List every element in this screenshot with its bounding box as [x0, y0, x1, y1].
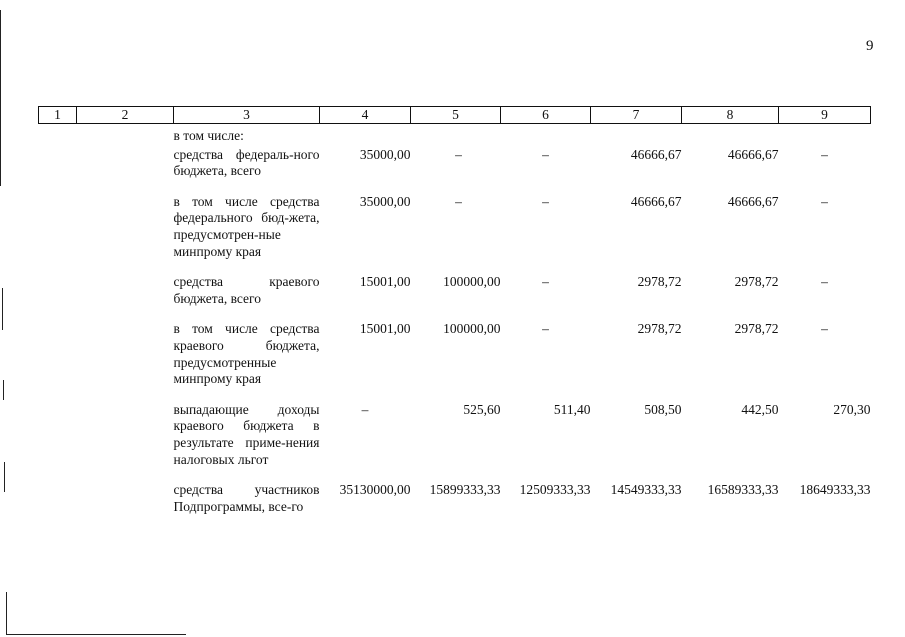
cell-col-8: 16589333,33	[707, 482, 779, 498]
cell-col-5: 100000,00	[443, 321, 501, 337]
cell-col-7: 2978,72	[637, 274, 682, 290]
table-row	[39, 260, 871, 307]
cell-col-6: 12509333,33	[519, 482, 591, 498]
cell-col-5: 15899333,33	[429, 482, 501, 498]
cell-col-9: –	[821, 274, 828, 290]
cell-col-7: 14549333,33	[610, 482, 682, 498]
cell-col-7: 46666,67	[630, 193, 682, 209]
scan-margin-line-mid	[2, 288, 3, 330]
row-label: средства федераль-ного бюджета, всего	[173, 146, 320, 179]
header-col-6: 6	[501, 107, 591, 124]
row-label: средства краевого бюджета, всего	[173, 274, 320, 306]
cell-col-6: 511,40	[553, 401, 591, 417]
row-label: выпадающие доходы краевого бюджета в результате приме-нения налоговых льгот	[173, 401, 320, 467]
header-col-4: 4	[320, 107, 411, 124]
header-col-8: 8	[682, 107, 779, 124]
header-col-3: 3	[174, 107, 320, 124]
row-label: в том числе средства краевого бюджета, предусмотренные минпрому края	[173, 321, 320, 387]
header-col-7: 7	[591, 107, 682, 124]
header-row	[39, 107, 871, 124]
cell-col-5: 100000,00	[443, 274, 501, 290]
cell-col-8: 2978,72	[734, 321, 779, 337]
cell-col-9: –	[821, 193, 828, 209]
cell-col-9: –	[821, 321, 828, 337]
cell-col-9: 270,30	[833, 401, 871, 417]
cell-col-4: 35130000,00	[339, 482, 411, 498]
cell-col-4: –	[361, 401, 369, 417]
cell-col-7: 2978,72	[637, 321, 682, 337]
subheading-label: в том числе:	[173, 128, 244, 143]
scan-margin-line-low	[3, 380, 4, 400]
cell-col-6: –	[542, 274, 549, 290]
table-row	[39, 145, 871, 180]
scan-margin-line-top	[0, 10, 1, 186]
cell-col-8: 46666,67	[727, 146, 779, 162]
page-number: 9	[866, 38, 874, 54]
table-row	[39, 388, 871, 468]
budget-table	[38, 106, 871, 515]
cell-col-5: –	[455, 146, 462, 162]
scan-margin-line-lower	[4, 462, 5, 492]
cell-col-8: 46666,67	[727, 193, 779, 209]
header-col-5: 5	[411, 107, 501, 124]
cell-col-6: –	[542, 146, 549, 162]
header-col-2: 2	[77, 107, 174, 124]
cell-col-4: 15001,00	[359, 321, 411, 337]
cell-col-7: 46666,67	[630, 146, 682, 162]
cell-col-7: 508,50	[644, 401, 682, 417]
table-row	[39, 468, 871, 515]
cell-col-9: 18649333,33	[799, 482, 871, 498]
cell-col-4: 35000,00	[359, 193, 411, 209]
table-row	[39, 180, 871, 260]
cell-col-6: –	[542, 321, 549, 337]
cell-col-5: 525,60	[463, 401, 501, 417]
cell-col-9: –	[821, 146, 828, 162]
cell-col-8: 2978,72	[734, 274, 779, 290]
header-col-1: 1	[39, 107, 77, 124]
cell-col-4: 15001,00	[359, 274, 411, 290]
header-col-9: 9	[779, 107, 871, 124]
table-row	[39, 307, 871, 387]
row-label: средства участников Подпрограммы, все-го	[173, 482, 320, 514]
row-label: в том числе средства федерального бюд-жета, предусмотрен-ные минпрому края	[173, 193, 320, 259]
cell-col-5: –	[455, 193, 462, 209]
cell-col-6: –	[542, 193, 549, 209]
scan-bottom-line	[6, 634, 186, 635]
subheading-row	[39, 124, 871, 145]
scan-margin-line-bottom	[6, 592, 7, 634]
cell-col-4: 35000,00	[359, 146, 411, 162]
cell-col-8: 442,50	[741, 401, 779, 417]
